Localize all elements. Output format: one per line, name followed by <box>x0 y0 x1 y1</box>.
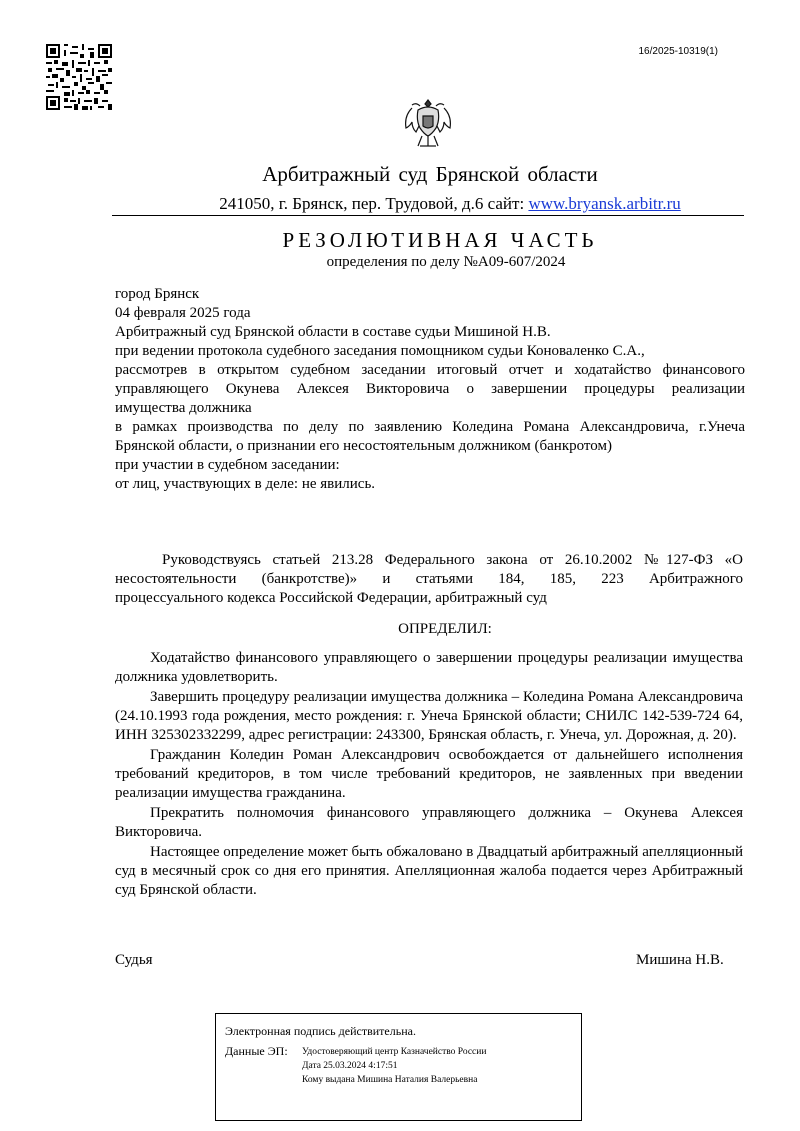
address-text: 241050, г. Брянск, пер. Трудовой, д.6 сайт: <box>219 194 529 213</box>
intro-absent: от лиц, участвующих в деле: не явились. <box>115 476 376 492</box>
header-divider <box>112 215 744 216</box>
decision-paragraph: Прекратить полномочия финансового управляющего должника – Окунева Алексея Викторовича. <box>115 805 743 840</box>
decision-list <box>115 649 743 901</box>
document-title: РЕЗОЛЮТИВНАЯ ЧАСТЬ <box>282 228 598 252</box>
legal-basis-paragraph <box>115 551 743 608</box>
coat-of-arms-icon <box>398 94 458 154</box>
intro-case-line: в рамках производства по делу по заявлению Коледина Романа Александровича, г.Унеча <box>115 419 745 435</box>
e-signature-valid: Электронная подпись действительна. <box>225 1024 416 1038</box>
judge-label: Судья <box>115 952 153 968</box>
court-name: Арбитражный суд Брянской области <box>262 162 598 186</box>
court-website-link[interactable]: www.bryansk.arbitr.ru <box>528 194 681 213</box>
e-signature-center: Удостоверяющий центр Казначейство России <box>302 1047 487 1057</box>
e-signature-issued-to: Кому выдана Мишина Наталия Валерьевна <box>302 1075 478 1085</box>
intro-participation: при участии в судебном заседании: <box>115 457 340 473</box>
judge-name: Мишина Н.В. <box>636 952 724 968</box>
document-number: 16/2025-10319(1) <box>638 46 718 57</box>
document-subtitle: определения по делу №А09-607/2024 <box>326 254 566 270</box>
ordered-heading: ОПРЕДЕЛИЛ: <box>398 621 492 637</box>
e-signature-stamp <box>215 1013 582 1121</box>
decision-paragraph: Ходатайство финансового управляющего о завершении процедуры реализации имущества должника удовлетворить. <box>115 650 743 685</box>
court-address <box>0 194 800 214</box>
intro-block <box>115 285 745 494</box>
intro-case-line: Брянской области, о признании его несостоятельным должником (банкротом) <box>115 438 612 454</box>
decision-paragraph: Завершить процедуру реализации имущества должника – Коледина Романа Александровича (24.10.1993 года рождения, место рождения: г. Унеча Брянской области; СНИЛС 142-539-724 64, ИНН 325302332299, адрес регистрации: 243300, Брянская область, г. Унеча, ул. Дорожная, д. 20). <box>115 689 743 743</box>
e-signature-data-label: Данные ЭП: <box>225 1044 288 1058</box>
intro-court-composition: Арбитражный суд Брянской области в составе судьи Мишиной Н.В. <box>115 324 551 340</box>
decision-paragraph: Гражданин Коледин Роман Александрович освобождается от дальнейшего исполнения требований кредиторов, в том числе требований кредиторов, не заявленных при введении реализации имущества гражданина. <box>115 747 743 801</box>
intro-considered-line: управляющего Окунева Алексея Викторовича о завершении процедуры реализации <box>115 381 745 397</box>
intro-date: 04 февраля 2025 года <box>115 305 251 321</box>
intro-considered-line: рассмотрев в открытом судебном заседании итоговый отчет и ходатайство финансового <box>115 362 745 378</box>
intro-city: город Брянск <box>115 286 200 302</box>
legal-basis-line: Руководствуясь статьей 213.28 Федерального закона от 26.10.2002 №127-ФЗ «О <box>162 552 743 568</box>
legal-basis-line: несостоятельности (банкротстве)» и статьями 184, 185, 223 Арбитражного <box>115 571 743 587</box>
intro-considered-line: имущества должника <box>115 400 252 416</box>
qr-code <box>46 44 112 110</box>
intro-protocol: при ведении протокола судебного заседания помощником судьи Коноваленко С.А., <box>115 343 645 359</box>
e-signature-date: Дата 25.03.2024 4:17:51 <box>302 1061 398 1071</box>
decision-paragraph: Настоящее определение может быть обжаловано в Двадцатый арбитражный апелляционный суд в месячный срок со дня его принятия. Апелляционная жалоба подается через Арбитражный суд Брянской области. <box>115 844 743 898</box>
legal-basis-line: процессуального кодекса Российской Федерации, арбитражный суд <box>115 590 547 606</box>
